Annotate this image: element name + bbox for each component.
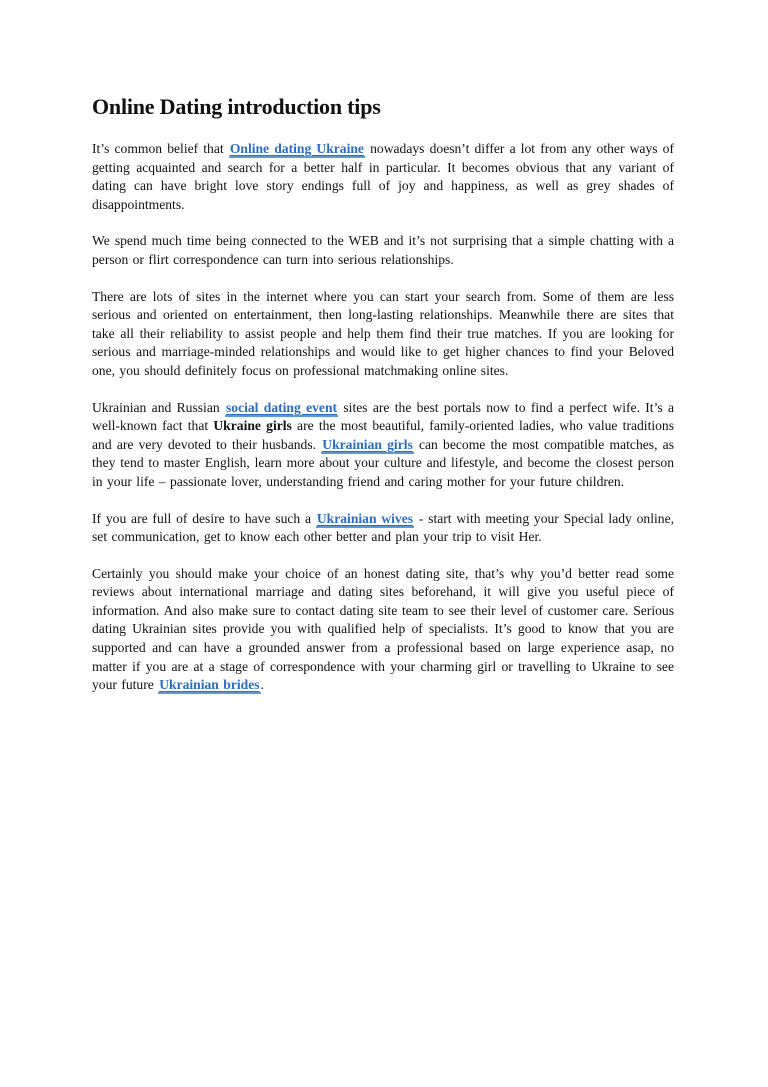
paragraph-1-text-b: nowadays doesn’t differ a lot from any other ways of getting acquainted and search for a better half in particular. It becomes obvious that any variant of dating can have bright love story endings full of joy and happiness, as well as grey shades of disappointments. <box>92 141 674 212</box>
paragraph-4-text-d: can become the most compatible matches, as they tend to master English, learn more about your culture and lifestyle, and become the closest person in your life – passionate lover, understanding friend and caring mother for your future children. <box>92 436 674 489</box>
social-dating-event-link[interactable]: social dating event <box>225 399 338 415</box>
paragraph-4-text-a: Ukrainian and Russian <box>92 399 225 415</box>
paragraph-4-text-c: are the most beautiful, family-oriented ladies, who value traditions and are very devoted to their husbands. <box>92 418 675 452</box>
ukrainian-girls-link[interactable]: Ukrainian girls <box>322 436 413 452</box>
ukraine-girls-bold: Ukraine girls <box>213 418 292 434</box>
paragraph-5-text-b: - start with meeting your Special lady online, set communication, get to know each other better and plan your trip to visit Her. <box>92 510 675 545</box>
paragraph-4 <box>92 399 674 492</box>
paragraph-6-text-b: . <box>260 677 264 693</box>
paragraph-1-text-a: It’s common belief that <box>92 141 229 156</box>
ukrainian-wives-link[interactable]: Ukrainian wives <box>316 510 414 526</box>
online-dating-ukraine-link[interactable]: Online dating Ukraine <box>229 141 364 156</box>
paragraph-3: There are lots of sites in the internet where you can start your search from. Some of them are less serious and oriented on entertainment, then long-lasting relationships. Meanwhile there are sites that take all their reliability to assist people and help them find their true matches. If you are looking for serious and marriage-minded relationships and would like to get higher chances to find your Beloved one, you should definitely focus on professional matchmaking online sites. <box>92 288 674 378</box>
paragraph-1 <box>92 140 674 214</box>
paragraph-6 <box>92 565 674 695</box>
paragraph-2: We spend much time being connected to the WEB and it’s not surprising that a simple chatting with a person or flirt correspondence can turn into serious relationships. <box>92 233 674 267</box>
ukrainian-brides-link[interactable]: Ukrainian brides <box>159 677 260 693</box>
page-title: Online Dating introduction tips <box>92 94 381 119</box>
document-page <box>92 92 674 713</box>
paragraph-5 <box>92 510 674 547</box>
paragraph-5-text-a: If you are full of desire to have such a <box>92 510 316 526</box>
paragraph-4-text-b: sites are the best portals now to find a perfect wife. It’s a well-known fact that <box>92 399 674 434</box>
paragraph-6-text-a: Certainly you should make your choice of an honest dating site, that’s why you’d better read some reviews about international marriage and dating sites beforehand, it will give you useful piece of information. And also make sure to contact dating site team to see their level of customer care. Serious dating Ukrainian sites provide you with qualified help of specialists. It’s good to know that you are supported and can have a grounded answer from a professional based on large experience asap, no matter if you are at a stage of correspondence with your charming girl or travelling to Ukraine to see your future <box>92 565 674 693</box>
